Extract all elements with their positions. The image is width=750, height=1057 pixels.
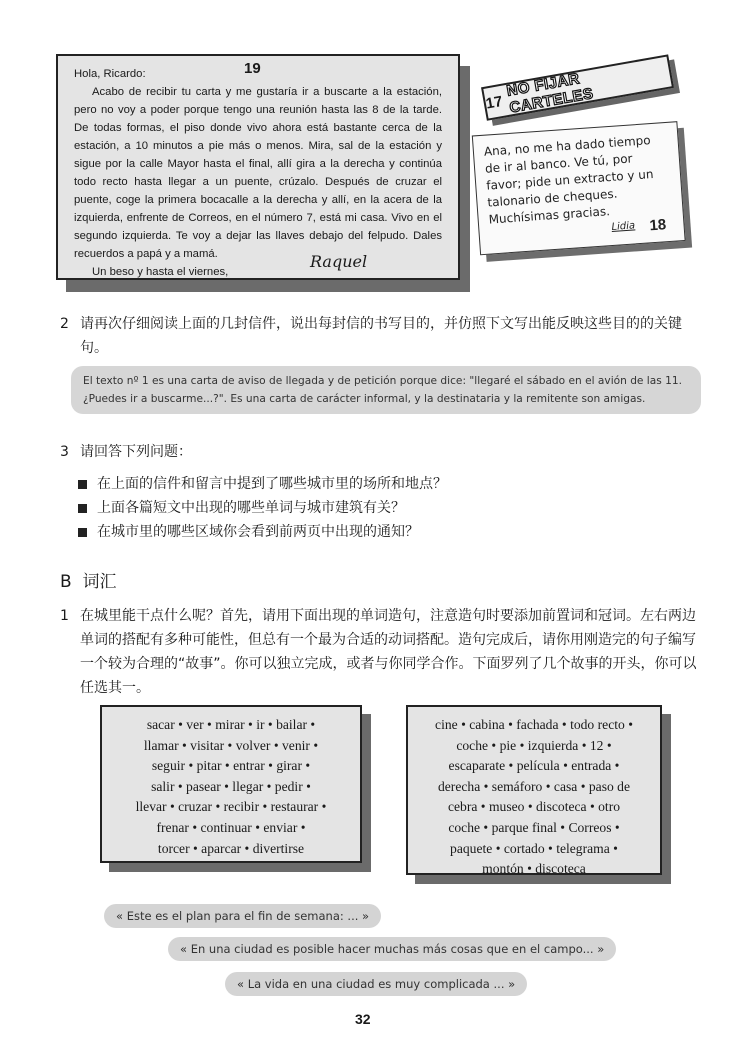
list-item: 上面各篇短文中出现的哪些单词与城市建筑有关？ [78, 496, 447, 520]
question-3-text: 请回答下列问题： [80, 444, 192, 460]
example-box: El texto nº 1 es una carta de aviso de llegada y de petición porque dice: "llegaré el sábado en el avión de las 11. ¿Puedes ir a buscarme...?". Es una carta de carácter informal, y la destinataria y la remitente son amigas. [71, 366, 701, 414]
sign-17-number: 17 [484, 92, 504, 113]
question-2-number: 2 [60, 316, 69, 332]
verbs-line: llamar • visitar • volver • venir • [143, 737, 319, 753]
verbs-line: llevar • cruzar • recibir • restaurar • [135, 799, 327, 815]
verbs-line: sacar • ver • mirar • ir • bailar • [146, 717, 316, 732]
square-bullet-icon [78, 480, 87, 489]
verbs-line: frenar • continuar • enviar • [156, 819, 306, 835]
nouns-line: cine • cabina • fachada • todo recto • [435, 717, 633, 732]
nouns-line: coche • parque final • Correos • [448, 819, 620, 835]
note-18-signature: Lidia [611, 220, 636, 234]
question-3 [60, 440, 700, 464]
nouns-box [406, 705, 662, 875]
question-2-text: 请再次仔细阅读上面的几封信件，说出每封信的书写目的，并仿照下文写出能反映这些目的的关键句。 [80, 316, 682, 356]
question-3-number: 3 [60, 444, 69, 460]
nouns-line: escaparate • película • entrada • [448, 758, 620, 774]
verbs-box [100, 705, 362, 863]
section-b-heading: 词汇 [82, 572, 117, 592]
letter-19 [56, 54, 460, 280]
story-starter-3: « La vida en una ciudad es muy complicada ... » [225, 972, 527, 996]
letter-19-body: Acabo de recibir tu carta y me gustaría ir a buscarte a la estación, pero no voy a poder porque tengo una reunión hasta las 8 de la tarde. De todas formas, el piso donde vivo ahora está bastante cerca de la estación, a 10 minutos a pie más o menos. Mira, sal de la estación y sigue por la calle Mayor hasta el final, allí gira a la derecha y continúa todo recto hasta llegar a un puente, crúzalo. Después de cruzar el puente, coge la primera bocacalle a la derecha y allí, en la acera de la izquierda, enfrente de Correos, en el número 7, está mi casa. Vivo en el segundo izquierda. Te voy a dejar las llaves debajo del felpudo. Dales recuerdos a papá y a mamá. [74, 86, 442, 260]
letter-19-signature: Raquel [310, 252, 368, 271]
square-bullet-icon [78, 528, 87, 537]
page-number: 32 [355, 1011, 371, 1027]
section-b-letter: B [60, 572, 72, 592]
question-2 [60, 312, 700, 360]
question-3-bullets [78, 472, 447, 544]
nouns-line: paquete • cortado • telegrama • [450, 840, 618, 856]
list-item: 在上面的信件和留言中提到了哪些城市里的场所和地点？ [78, 472, 447, 496]
sign-17 [481, 53, 681, 126]
note-18-number: 18 [648, 216, 667, 235]
question-1-number: 1 [60, 608, 69, 624]
note-18 [472, 121, 692, 263]
verbs-line: seguir • pitar • entrar • girar • [151, 758, 311, 774]
section-b-title [60, 567, 116, 592]
verbs-line: salir • pasear • llegar • pedir • [151, 778, 311, 794]
verbs-line: torcer • aparcar • divertirse [157, 840, 305, 856]
letter-19-closing: Un beso y hasta el viernes, [92, 266, 229, 278]
square-bullet-icon [78, 504, 87, 513]
note-18-card [472, 121, 686, 255]
note-18-text: Ana, no me ha dado tiempo de ir al banco. Ve tú, por favor; pide un extracto y un talonario de cheques. Muchísimas gracias. [483, 133, 654, 227]
nouns-line: cebra • museo • discoteca • otro [447, 799, 621, 815]
sign-17-text: NO FIJAR CARTELES [505, 70, 595, 117]
question-1-text: 在城里能干点什么呢？首先，请用下面出现的单词造句，注意造句时要添加前置词和冠词。左右两边单词的搭配有多种可能性，但总有一个最为合适的动词搭配。造句完成后，请你用刚造完的句子编写一个较为合理的“故事”。你可以独立完成，或者与你同学合作。下面罗列了几个故事的开头，你可以任选其一。 [80, 608, 697, 696]
nouns-line: derecha • semáforo • casa • paso de [437, 778, 631, 794]
question-1 [60, 604, 700, 700]
story-starter-2: « En una ciudad es posible hacer muchas más cosas que en el campo... » [168, 937, 616, 961]
nouns-line: montón • discoteca [482, 861, 586, 877]
letter-19-greeting: Hola, Ricardo: [74, 68, 146, 80]
story-starter-1: « Este es el plan para el fin de semana: ... » [104, 904, 381, 928]
letter-19-number: 19 [244, 60, 261, 77]
nouns-line: coche • pie • izquierda • 12 • [456, 737, 612, 753]
list-item: 在城市里的哪些区域你会看到前两页中出现的通知？ [78, 520, 447, 544]
